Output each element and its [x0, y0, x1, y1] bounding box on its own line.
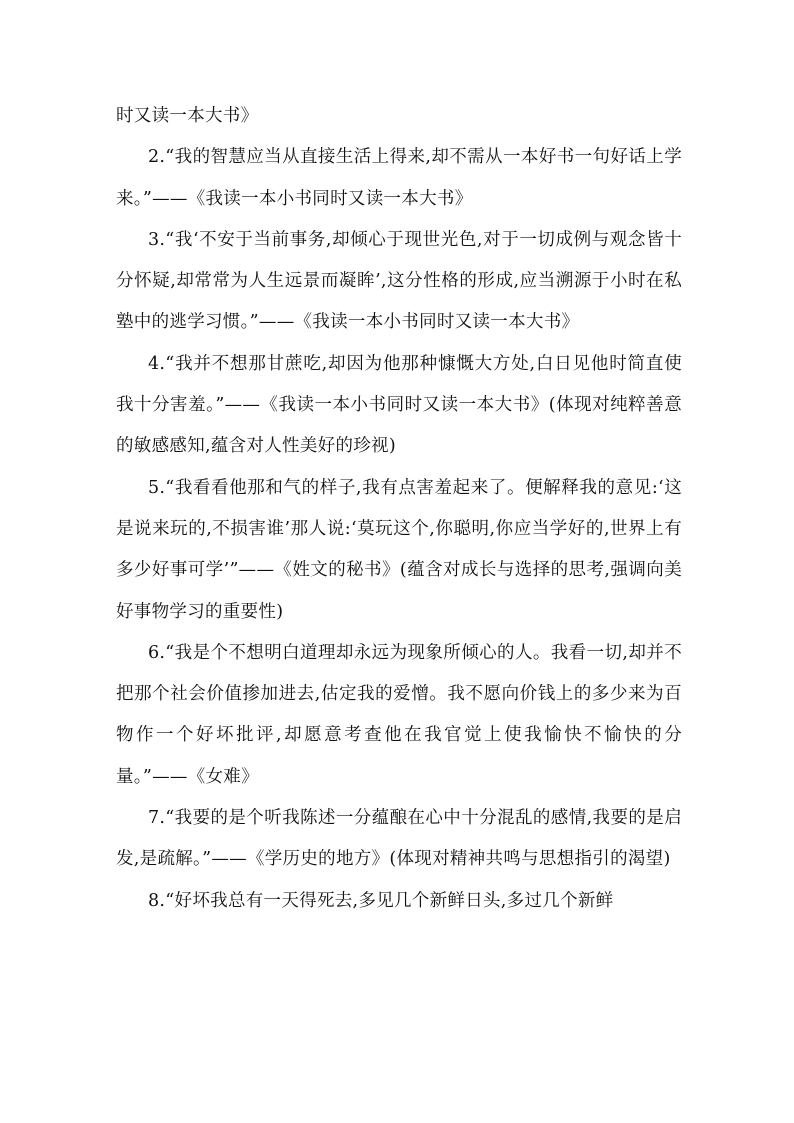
- document-body: [116, 96, 682, 922]
- paragraph-continuation: 时又读一本大书》: [116, 106, 259, 126]
- quote-paragraph-3: 3.“我‘不安于当前事务,却倾心于现世光色,对于一切成例与观念皆十分怀疑,却常常为人生远景而凝眸’,这分性格的形成,应当溯源于小时在私塾中的逃学习惯。”——《我读一本小书同时又读一本大书》: [116, 229, 682, 333]
- quote-paragraph-7: 7.“我要的是个听我陈述一分蕴酿在心中十分混乱的感情,我要的是启发,是疏解。”——《学历史的地方》(体现对精神共鸣与思想指引的渴望): [116, 808, 682, 870]
- quote-paragraph-8: 8.“好坏我总有一天得死去,多见几个新鲜日头,多过几个新鲜: [148, 890, 614, 911]
- quote-paragraph-5: 5.“我看看他那和气的样子,我有点害羞起来了。便解释我的意见:‘这是说来玩的,不损害谁’那人说:‘莫玩这个,你聪明,你应当学好的,世界上有多少好事可学’”——《姓文的秘书》(蕴含对成长与选择的思考,强调向美好事物学习的重要性): [116, 477, 682, 622]
- quote-paragraph-2: 2.“我的智慧应当从直接生活上得来,却不需从一本好书一句好话上学来。”——《我读一本小书同时又读一本大书》: [116, 147, 682, 209]
- quote-paragraph-6: 6.“我是个不想明白道理却永远为现象所倾心的人。我看一切,却并不把那个社会价值掺加进去,估定我的爱憎。我不愿向价钱上的多少来为百物作一个好坏批评,却愿意考查他在我官觉上使我愉快不愉快的分量。”——《女难》: [116, 642, 682, 787]
- quote-paragraph-4: 4.“我并不想那甘蔗吃,却因为他那种慷慨大方处,白日见他时简直使我十分害羞。”——《我读一本小书同时又读一本大书》(体现对纯粹善意的敏感感知,蕴含对人性美好的珍视): [116, 353, 682, 457]
